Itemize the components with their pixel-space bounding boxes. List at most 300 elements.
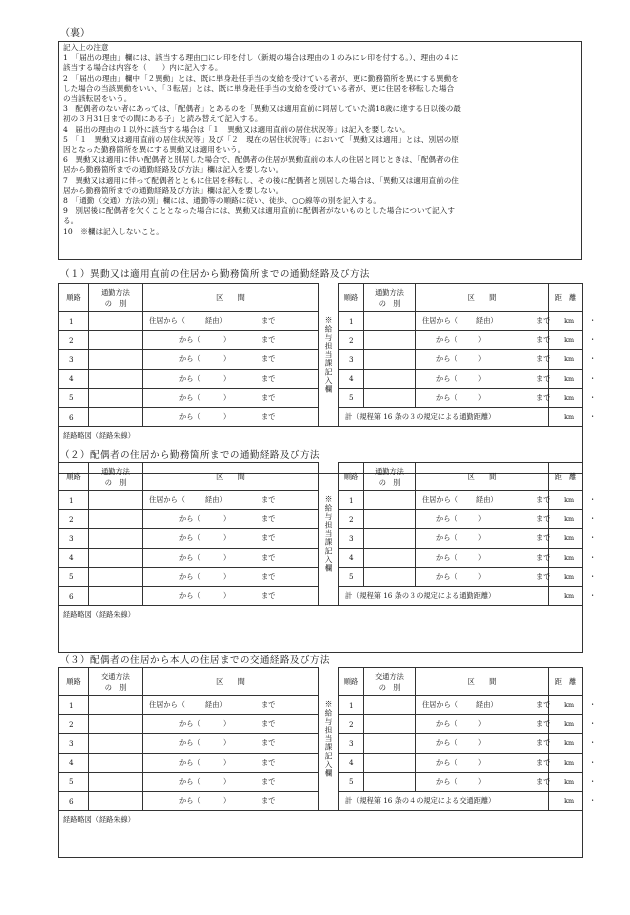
section-cell[interactable] (416, 369, 549, 388)
row-order: 1 (339, 491, 364, 510)
distance-dot: ・ (589, 533, 597, 543)
row-order: 2 (59, 715, 89, 734)
distance-dot: ・ (589, 335, 597, 345)
col-section-header: 区 間 (416, 284, 549, 312)
distance-unit: km (564, 720, 575, 729)
distance-dot: ・ (589, 412, 597, 422)
distance-unit: km (564, 592, 575, 601)
distance-dot: ・ (589, 719, 597, 729)
method-cell[interactable] (89, 734, 143, 753)
section-cell[interactable] (143, 350, 319, 369)
distance-cell[interactable] (549, 407, 597, 426)
col-method-header (364, 284, 416, 312)
section-from: から（ (179, 757, 201, 767)
method-label-2: の 別 (104, 298, 127, 308)
col-distance-header: 距 離 (549, 284, 583, 312)
payroll-use-column: ※給与担当課記入欄 (319, 668, 339, 811)
section-via: ） (223, 591, 231, 601)
section-from: から（ (179, 514, 201, 524)
section-cell[interactable] (143, 772, 319, 791)
distance-unit: km (564, 355, 575, 364)
section-from: から（ (179, 533, 201, 543)
method-cell[interactable] (364, 753, 416, 772)
method-cell[interactable] (364, 772, 416, 791)
route-table (58, 667, 597, 858)
distance-unit: km (564, 777, 575, 786)
distance-dot: ・ (589, 796, 597, 806)
section-cell[interactable] (143, 696, 319, 715)
section-cell[interactable] (143, 407, 319, 426)
row-order: 6 (59, 407, 89, 426)
method-cell[interactable] (89, 491, 143, 510)
distance-cell[interactable] (549, 548, 597, 567)
section-to: まで (261, 316, 276, 326)
section-to: まで (261, 796, 276, 806)
section-via: ） (478, 354, 486, 364)
distance-dot: ・ (589, 776, 597, 786)
section-cell[interactable] (143, 388, 319, 407)
section-from: から（ (179, 412, 201, 422)
section-via: ） (223, 335, 231, 345)
method-cell[interactable] (364, 529, 416, 548)
total-distance-label: 計（規程第 16 条の３の規定による通勤距離） (339, 586, 549, 605)
note-line: 1 「届出の理由」欄には、該当する理由□にレ印を付し（新規の場合は理由の１のみにレ印を付する。）、理由の４に (63, 53, 459, 63)
col-section-header: 区 間 (143, 463, 319, 491)
distance-unit: km (564, 701, 575, 710)
distance-dot: ・ (589, 495, 597, 505)
method-cell[interactable] (364, 388, 416, 407)
distance-unit: km (564, 797, 575, 806)
section-via: 経由） (476, 700, 498, 710)
note-line: 2 「届出の理由」欄中「２異動」とは、既に単身赴任手当の支給を受けている者が、更に勤務箇所を異にする異動を (63, 73, 459, 83)
section-to: まで (536, 495, 551, 505)
method-label-1: 通勤方法 (101, 466, 130, 476)
method-cell[interactable] (364, 331, 416, 350)
col-order-header: 順路 (339, 668, 364, 696)
section-via: 経由） (205, 316, 227, 326)
section-via: ） (478, 776, 486, 786)
method-cell[interactable] (364, 491, 416, 510)
distance-cell[interactable] (549, 529, 597, 548)
distance-dot: ・ (589, 757, 597, 767)
row-order: 1 (339, 696, 364, 715)
col-method-header (89, 668, 143, 696)
section-to: まで (536, 533, 551, 543)
section-from: から（ (179, 373, 201, 383)
section-cell[interactable] (143, 734, 319, 753)
distance-dot: ・ (589, 392, 597, 402)
col-section-header: 区 間 (143, 284, 319, 312)
distance-dot: ・ (589, 354, 597, 364)
section-title: （２）配偶者の住居から勤務箇所までの通勤経路及び方法 (60, 450, 320, 461)
section-to: まで (261, 412, 276, 422)
section-via: ） (223, 412, 231, 422)
row-order: 5 (339, 772, 364, 791)
section-via: ） (223, 757, 231, 767)
note-line: の当該転居をいう。 (63, 94, 132, 104)
section-to: まで (261, 335, 276, 345)
distance-dot: ・ (589, 591, 597, 601)
section-from: 住居から（ (422, 495, 458, 505)
note-line: 初の３月31日までの間にある子」と読み替えて記入する。 (63, 114, 263, 124)
section-cell[interactable] (416, 548, 549, 567)
col-order-header: 順路 (339, 284, 364, 312)
row-order: 5 (59, 567, 89, 586)
route-table (58, 283, 597, 474)
method-cell[interactable] (89, 791, 143, 810)
distance-unit: km (564, 496, 575, 505)
col-order-header: 順路 (59, 284, 89, 312)
distance-cell[interactable] (549, 791, 597, 810)
section-to: まで (261, 514, 276, 524)
method-cell[interactable] (364, 715, 416, 734)
method-cell[interactable] (89, 350, 143, 369)
section-from: から（ (179, 719, 201, 729)
method-cell[interactable] (364, 369, 416, 388)
distance-cell[interactable] (549, 696, 597, 715)
section-cell[interactable] (416, 696, 549, 715)
section-from: から（ (179, 591, 201, 601)
payroll-use-column: ※給与担当課記入欄 (319, 284, 339, 427)
section-from: から（ (436, 533, 458, 543)
distance-unit: km (564, 515, 575, 524)
row-order: 3 (59, 529, 89, 548)
section-cell[interactable] (416, 510, 549, 529)
row-order: 4 (59, 548, 89, 567)
distance-cell[interactable] (549, 734, 597, 753)
row-order: 4 (59, 369, 89, 388)
total-distance-label: 計（規程第 16 条の３の規定による通勤距離） (339, 407, 549, 426)
method-cell[interactable] (89, 331, 143, 350)
note-line: 因となった勤務箇所を異にする異動又は適用をいう。 (63, 145, 246, 155)
distance-dot: ・ (589, 514, 597, 524)
row-order: 4 (59, 753, 89, 772)
method-cell[interactable] (364, 510, 416, 529)
row-order: 4 (339, 369, 364, 388)
row-order: 2 (339, 715, 364, 734)
section-from: から（ (179, 738, 201, 748)
section-via: 経由） (205, 700, 227, 710)
method-cell[interactable] (364, 567, 416, 586)
section-cell[interactable] (143, 791, 319, 810)
route-map-area[interactable]: 経路略図（経路朱線） (59, 811, 583, 858)
row-order: 3 (339, 529, 364, 548)
distance-dot: ・ (589, 738, 597, 748)
section-cell[interactable] (143, 529, 319, 548)
distance-cell[interactable] (549, 491, 597, 510)
method-cell[interactable] (364, 312, 416, 331)
section-to: まで (261, 533, 276, 543)
method-cell[interactable] (89, 772, 143, 791)
method-label-2: の 別 (378, 477, 401, 487)
method-cell[interactable] (89, 715, 143, 734)
note-line: 5 「１ 異動又は適用直前の居住状況等」及び「２ 現在の居住状況等」において「異動又は適用」とは、別居の原 (63, 134, 459, 144)
section-cell[interactable] (143, 491, 319, 510)
section-cell[interactable] (416, 734, 549, 753)
section-to: まで (261, 354, 276, 364)
row-order: 1 (339, 312, 364, 331)
section-cell[interactable] (143, 331, 319, 350)
section-from: から（ (179, 571, 201, 581)
section-via: ） (223, 776, 231, 786)
section-via: 経由） (205, 495, 227, 505)
section-to: まで (536, 700, 551, 710)
row-order: 3 (339, 734, 364, 753)
section-to: まで (536, 316, 551, 326)
method-cell[interactable] (89, 753, 143, 772)
section-cell[interactable] (416, 388, 549, 407)
row-order: 1 (59, 312, 89, 331)
section-via: ） (478, 533, 486, 543)
section-from: から（ (179, 392, 201, 402)
row-order: 3 (339, 350, 364, 369)
section-cell[interactable] (416, 491, 549, 510)
method-cell[interactable] (364, 548, 416, 567)
row-order: 6 (59, 791, 89, 810)
section-cell[interactable] (416, 715, 549, 734)
section-cell[interactable] (416, 312, 549, 331)
route-map-area[interactable]: 経路略図（経路朱線） (59, 606, 583, 653)
section-from: から（ (436, 776, 458, 786)
section-to: まで (536, 757, 551, 767)
section-via: ） (223, 796, 231, 806)
section-from: から（ (179, 552, 201, 562)
method-cell[interactable] (89, 696, 143, 715)
section-to: まで (261, 571, 276, 581)
section-from: から（ (436, 392, 458, 402)
section-to: まで (261, 392, 276, 402)
section-to: まで (536, 392, 551, 402)
note-line: 4 届出の理由の１以外に該当する場合は「１ 異動又は適用直前の居住状況等」は記入を要しない。 (63, 124, 410, 134)
row-order: 1 (59, 491, 89, 510)
method-cell[interactable] (89, 529, 143, 548)
section-via: ） (223, 392, 231, 402)
section-via: ） (223, 354, 231, 364)
method-label-1: 通勤方法 (375, 466, 404, 476)
distance-dot: ・ (589, 316, 597, 326)
section-title: （３）配偶者の住居から本人の住居までの交通経路及び方法 (60, 655, 330, 666)
section-via: ） (478, 514, 486, 524)
section-from: から（ (436, 514, 458, 524)
section-from: 住居から（ (149, 495, 185, 505)
row-order: 2 (339, 510, 364, 529)
note-line: した場合の当該異動をいい、「３転居」とは、既に単身赴任手当の支給を受けている者が、更に住居を移転した場合 (63, 83, 455, 93)
distance-cell[interactable] (549, 715, 597, 734)
section-from: 住居から（ (422, 700, 458, 710)
section-via: ） (223, 719, 231, 729)
section-via: ） (223, 738, 231, 748)
section-from: から（ (436, 738, 458, 748)
section-to: まで (536, 738, 551, 748)
distance-unit: km (564, 534, 575, 543)
distance-dot: ・ (589, 700, 597, 710)
method-cell[interactable] (89, 586, 143, 605)
distance-unit: km (564, 413, 575, 422)
payroll-use-column: ※給与担当課記入欄 (319, 463, 339, 606)
section-to: まで (536, 776, 551, 786)
note-line: 居から勤務箇所までの通勤経路及び方法」欄は記入を要しない。 (63, 185, 284, 195)
col-order-header: 順路 (339, 463, 364, 491)
route-table (58, 462, 597, 653)
method-cell[interactable] (364, 350, 416, 369)
section-via: ） (478, 373, 486, 383)
distance-cell[interactable] (549, 753, 597, 772)
method-cell[interactable] (89, 510, 143, 529)
row-order: 2 (59, 510, 89, 529)
row-order: 6 (59, 586, 89, 605)
note-line: 7 異動又は適用に伴って配偶者とともに住居を移転し、その後に配偶者と別居した場合は、「異動又は適用直前の住 (63, 175, 459, 185)
section-from: から（ (436, 719, 458, 729)
col-section-header: 区 間 (416, 463, 549, 491)
section-to: まで (536, 552, 551, 562)
section-cell[interactable] (416, 772, 549, 791)
col-method-header (89, 284, 143, 312)
distance-unit: km (564, 572, 575, 581)
method-label-2: の 別 (378, 298, 401, 308)
section-cell[interactable] (143, 715, 319, 734)
section-to: まで (261, 591, 276, 601)
method-label-1: 通勤方法 (375, 287, 404, 297)
section-cell[interactable] (143, 369, 319, 388)
row-order: 1 (59, 696, 89, 715)
route-map-area[interactable]: 経路略図（経路朱線） (59, 427, 583, 474)
distance-cell[interactable] (549, 510, 597, 529)
section-from: から（ (179, 335, 201, 345)
section-cell[interactable] (143, 548, 319, 567)
section-from: から（ (436, 373, 458, 383)
method-cell[interactable] (89, 369, 143, 388)
distance-cell[interactable] (549, 331, 597, 350)
section-to: まで (536, 514, 551, 524)
distance-cell[interactable] (549, 772, 597, 791)
section-from: 住居から（ (422, 316, 458, 326)
section-via: ） (478, 571, 486, 581)
section-cell[interactable] (416, 331, 549, 350)
notes-box (58, 41, 582, 260)
distance-unit: km (564, 336, 575, 345)
method-cell[interactable] (89, 407, 143, 426)
method-label-1: 交通方法 (375, 671, 404, 681)
row-order: 5 (59, 772, 89, 791)
distance-unit: km (564, 553, 575, 562)
method-label-2: の 別 (104, 477, 127, 487)
section-via: ） (223, 571, 231, 581)
row-order: 5 (59, 388, 89, 407)
method-cell[interactable] (89, 567, 143, 586)
section-via: ） (223, 514, 231, 524)
col-method-header (89, 463, 143, 491)
section-cell[interactable] (416, 567, 549, 586)
section-via: ） (223, 373, 231, 383)
section-from: から（ (179, 776, 201, 786)
method-cell[interactable] (89, 388, 143, 407)
method-cell[interactable] (364, 734, 416, 753)
section-cell[interactable] (416, 753, 549, 772)
section-via: ） (478, 757, 486, 767)
col-section-header: 区 間 (416, 668, 549, 696)
section-to: まで (261, 738, 276, 748)
section-to: まで (536, 354, 551, 364)
section-cell[interactable] (143, 510, 319, 529)
section-from: 住居から（ (149, 700, 185, 710)
notes-lines (63, 53, 577, 237)
distance-cell[interactable] (549, 312, 597, 331)
distance-dot: ・ (589, 373, 597, 383)
section-cell[interactable] (143, 586, 319, 605)
note-line: 9 別居後に配偶者を欠くこととなった場合には、異動又は適用直前に配偶者がないものとした場合について記入す (63, 206, 455, 216)
note-line: 8 「通勤（交通）方法の別」欄には、通勤等の順路に従い、徒歩、○○線等の別を記入する。 (63, 196, 382, 206)
section-from: から（ (436, 757, 458, 767)
section-from: から（ (436, 354, 458, 364)
section-via: ） (478, 552, 486, 562)
col-distance-header: 距 離 (549, 463, 583, 491)
section-from: から（ (436, 335, 458, 345)
distance-cell[interactable] (549, 369, 597, 388)
row-order: 5 (339, 567, 364, 586)
section-via: 経由） (476, 495, 498, 505)
method-label-2: の 別 (378, 682, 401, 692)
section-cell[interactable] (143, 753, 319, 772)
method-cell[interactable] (89, 312, 143, 331)
page-label: （裏） (60, 28, 90, 39)
note-line: 該当する場合は内容を（ ）内に記入する。 (63, 63, 223, 73)
section-via: ） (478, 335, 486, 345)
section-to: まで (261, 373, 276, 383)
col-method-header (364, 463, 416, 491)
section-via: 経由） (476, 316, 498, 326)
section-cell[interactable] (416, 529, 549, 548)
section-to: まで (536, 335, 551, 345)
distance-unit: km (564, 393, 575, 402)
section-to: まで (261, 776, 276, 786)
distance-cell[interactable] (549, 350, 597, 369)
distance-cell[interactable] (549, 388, 597, 407)
section-title: （１）異動又は適用直前の住居から勤務箇所までの通勤経路及び方法 (60, 269, 370, 280)
section-to: まで (536, 373, 551, 383)
note-line: る。 (63, 216, 79, 226)
row-order: 4 (339, 753, 364, 772)
method-label-1: 通勤方法 (101, 287, 130, 297)
distance-unit: km (564, 739, 575, 748)
section-from: 住居から（ (149, 316, 185, 326)
method-label-2: の 別 (104, 682, 127, 692)
method-cell[interactable] (89, 548, 143, 567)
col-method-header (364, 668, 416, 696)
section-cell[interactable] (143, 567, 319, 586)
col-section-header: 区 間 (143, 668, 319, 696)
notes-title: 記入上の注意 (63, 43, 109, 52)
distance-cell[interactable] (549, 586, 597, 605)
section-cell[interactable] (143, 312, 319, 331)
note-line: 10 ※欄は記入しないこと。 (63, 226, 164, 236)
distance-unit: km (564, 758, 575, 767)
section-to: まで (261, 700, 276, 710)
distance-dot: ・ (589, 552, 597, 562)
col-order-header: 順路 (59, 463, 89, 491)
section-via: ） (223, 552, 231, 562)
col-order-header: 順路 (59, 668, 89, 696)
section-to: まで (261, 552, 276, 562)
section-from: から（ (179, 796, 201, 806)
distance-unit: km (564, 374, 575, 383)
row-order: 3 (59, 734, 89, 753)
section-via: ） (478, 738, 486, 748)
section-cell[interactable] (416, 350, 549, 369)
row-order: 3 (59, 350, 89, 369)
distance-cell[interactable] (549, 567, 597, 586)
method-cell[interactable] (364, 696, 416, 715)
note-line: 居から勤務箇所までの通勤経路及び方法」欄は記入を要しない。 (63, 165, 284, 175)
